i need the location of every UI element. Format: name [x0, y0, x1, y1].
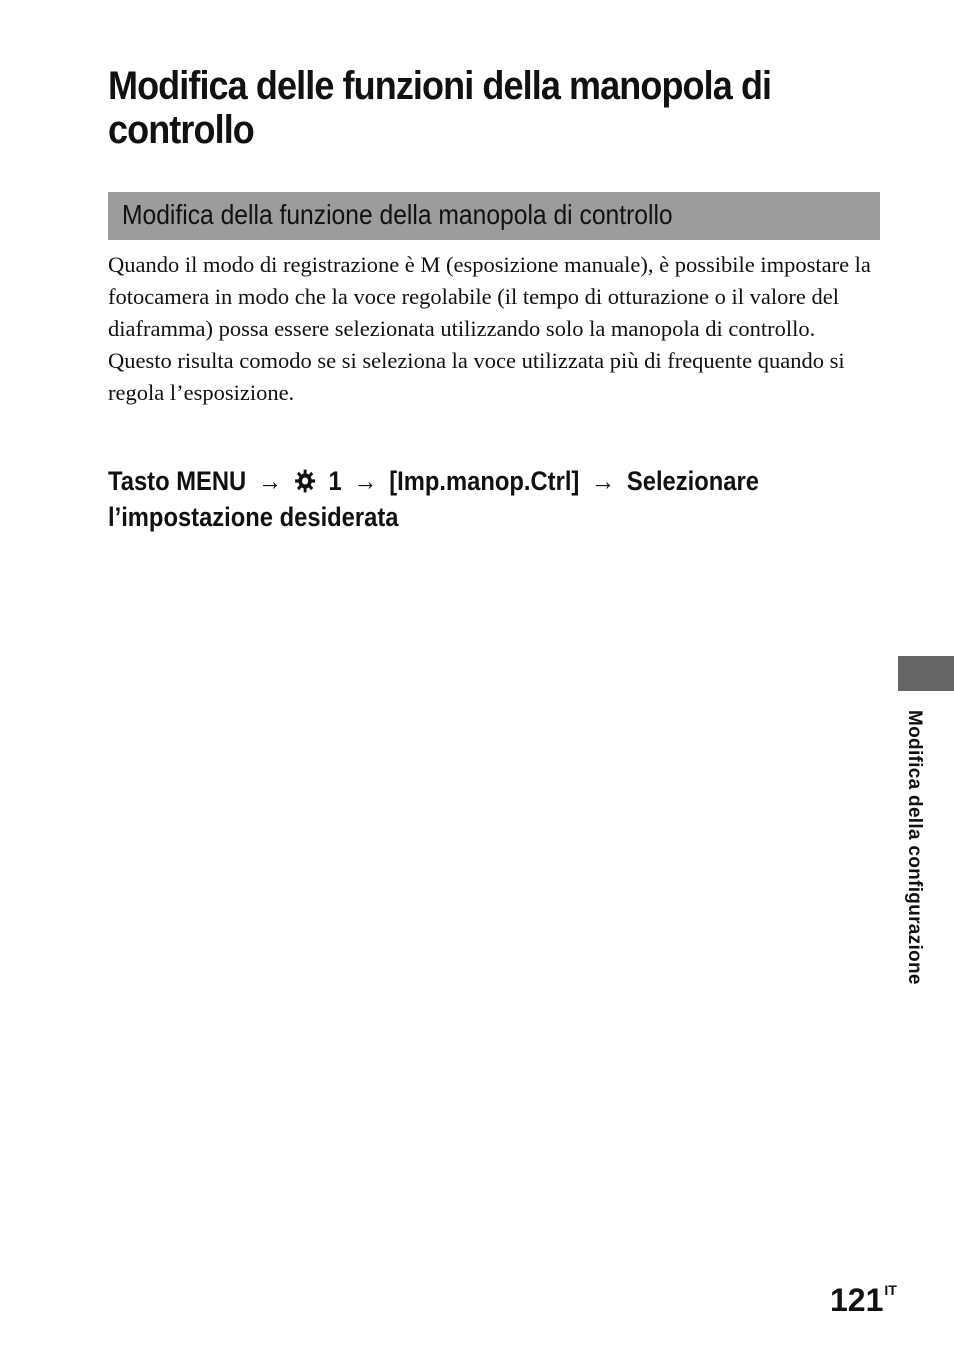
gear-icon [294, 468, 317, 494]
chapter-side-label: Modifica della configurazione [904, 710, 925, 985]
section-header-bar [108, 192, 880, 240]
menu-path-instruction [108, 463, 830, 535]
paragraph-2: Questo risulta comodo se si seleziona la voce utilizzata più di frequente quando si regola l’esposizione. [108, 348, 845, 405]
menu-step-select: Selezionare l’impostazione desiderata [108, 466, 759, 532]
page-title: Modifica delle funzioni della manopola di controllo [108, 64, 772, 152]
menu-step-menu-button: Tasto MENU [108, 466, 247, 496]
arrow-icon: → [591, 466, 616, 496]
arrow-icon: → [353, 466, 378, 496]
arrow-icon: → [258, 466, 282, 496]
body-text [108, 249, 888, 409]
menu-step-item: [Imp.manop.Ctrl] [389, 466, 580, 496]
section-title: Modifica della funzione della manopola di controllo [122, 199, 673, 230]
menu-step-tab-number: 1 [328, 466, 342, 496]
page-number [830, 1270, 897, 1320]
language-code: IT [884, 1282, 897, 1298]
page-number-value: 121 [830, 1282, 884, 1318]
chapter-tab-marker [898, 656, 954, 691]
paragraph-1: Quando il modo di registrazione è M (esposizione manuale), è possibile impostare la fotocamera in modo che la voce regolabile (il tempo di otturazione o il valore del diaframma) possa essere selezionata utilizzando solo la manopola di controllo. [108, 252, 871, 341]
